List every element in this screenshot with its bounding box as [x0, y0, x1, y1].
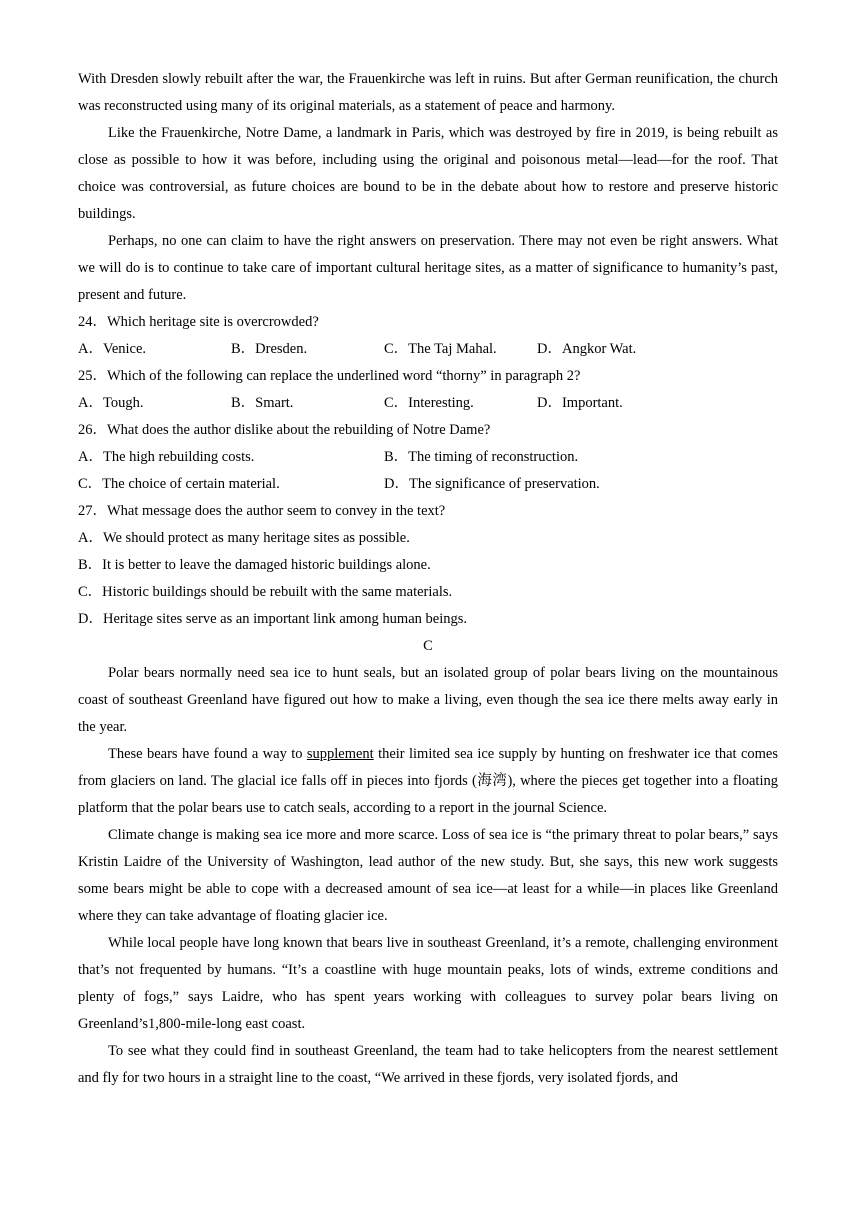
option-b: B．The timing of reconstruction.	[384, 449, 579, 465]
passage-b-paragraph: With Dresden slowly rebuilt after the war, the Frauenkirche was left in ruins. But after German reunification, the church was reconstructed using many of its original materials, as a statement of peace and harmony.	[78, 71, 778, 114]
option-d: D．Important.	[537, 395, 623, 411]
question-26-options-row1	[78, 444, 778, 471]
option-c: C．The choice of certain material.	[78, 476, 280, 492]
document-page	[78, 66, 778, 1092]
option-a: A．We should protect as many heritage sites as possible.	[78, 530, 410, 546]
passage-c-paragraph: Polar bears normally need sea ice to hunt seals, but an isolated group of polar bears living on the mountainous coast of southeast Greenland have figured out how to make a living, even though the sea ice there melts away early in the year.	[78, 665, 778, 735]
passage-c-paragraph: To see what they could find in southeast Greenland, the team had to take helicopters from the nearest settlement and fly for two hours in a straight line to the coast, “We arrived in these fjords, very isolated fjords, and	[78, 1043, 778, 1086]
question-25-stem: 25．Which of the following can replace the underlined word “thorny” in paragraph 2?	[78, 368, 581, 384]
option-d: D．Angkor Wat.	[537, 341, 637, 357]
option-c: C．Historic buildings should be rebuilt with the same materials.	[78, 584, 453, 600]
option-a: A．Tough.	[78, 395, 144, 411]
passage-c-paragraph: While local people have long known that bears live in southeast Greenland, it’s a remote, challenging environment that’s not frequented by humans. “It’s a coastline with huge mountain peaks, lots of winds, extreme conditions and plenty of fogs,” says Laidre, who has spent years working with colleagues to survey polar bears living on Greenland’s1,800-mile-long east coast.	[78, 935, 778, 1032]
underlined-word: supplement	[306, 746, 374, 762]
option-a: A．Venice.	[78, 341, 147, 357]
question-25-options	[78, 390, 778, 417]
option-b: B．It is better to leave the damaged historic buildings alone.	[78, 557, 431, 573]
section-heading: C	[423, 638, 433, 654]
option-b: B．Dresden.	[231, 341, 308, 357]
passage-c-paragraph	[78, 741, 778, 822]
option-c: C．The Taj Mahal.	[384, 341, 497, 357]
option-c: C．Interesting.	[384, 395, 474, 411]
paragraph-text: their limited sea ice supply by hunting on freshwater ice that comes from glaciers on land. The glacial ice falls off in pieces into fjords (海湾), where the pieces get together into a floating platform that the polar bears use to catch seals, according to a report in the journal Science.	[78, 746, 778, 816]
option-a: A．The high rebuilding costs.	[78, 449, 255, 465]
option-b: B．Smart.	[231, 395, 294, 411]
question-26-options-row2	[78, 471, 778, 498]
question-24-stem: 24．Which heritage site is overcrowded?	[78, 314, 319, 330]
question-24-options	[78, 336, 778, 363]
question-26-stem: 26．What does the author dislike about the rebuilding of Notre Dame?	[78, 422, 491, 438]
question-27-stem: 27．What message does the author seem to convey in the text?	[78, 503, 446, 519]
passage-b-paragraph: Like the Frauenkirche, Notre Dame, a landmark in Paris, which was destroyed by fire in 2019, is being rebuilt as close as possible to how it was before, including using the original and poisonous metal—lead—for the roof. That choice was controversial, as future choices are bound to be in the debate about how to restore and preserve historic buildings.	[78, 125, 778, 222]
passage-b-paragraph: Perhaps, no one can claim to have the right answers on preservation. There may not even be right answers. What we will do is to continue to take care of important cultural heritage sites, as a matter of significance to humanity’s past, present and future.	[78, 233, 778, 303]
option-d: D．The significance of preservation.	[384, 476, 600, 492]
passage-c-paragraph: Climate change is making sea ice more and more scarce. Loss of sea ice is “the primary threat to polar bears,” says Kristin Laidre of the University of Washington, lead author of the new study. But, she says, this new work suggests some bears might be able to cope with a decreased amount of sea ice—at least for a while—in places like Greenland where they can take advantage of floating glacier ice.	[78, 827, 778, 924]
option-d: D．Heritage sites serve as an important link among human beings.	[78, 611, 467, 627]
paragraph-text: These bears have found a way to	[108, 746, 307, 762]
